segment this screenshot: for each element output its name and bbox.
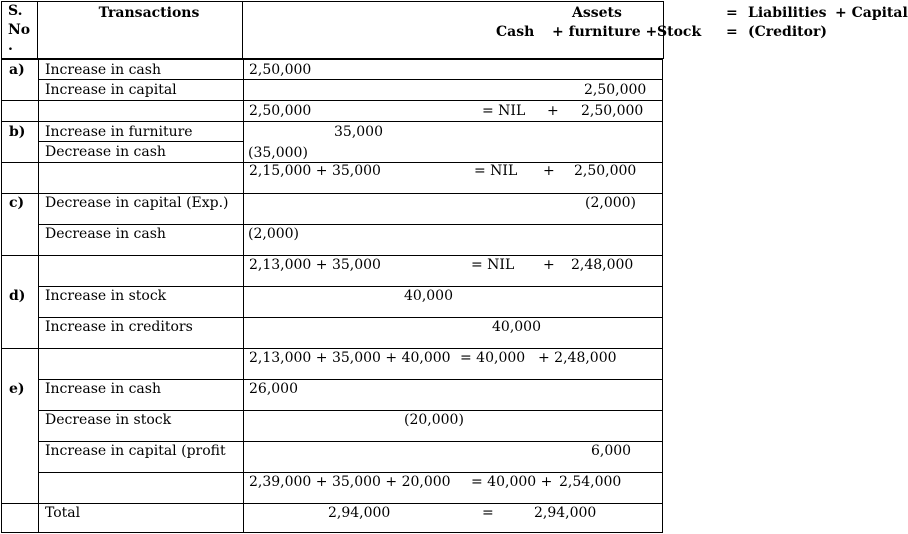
c3-assets-total: 2,13,000 + 35,000	[249, 257, 381, 273]
cash-header-label: Cash	[496, 24, 535, 40]
sno-header-line1: S.	[8, 3, 23, 19]
assets-header-label: Assets	[572, 5, 622, 21]
accounting-equation-table	[1, 1, 908, 59]
b2-assets-total: 2,15,000 + 35,000	[249, 163, 381, 179]
transaction-e2: Decrease in stock	[45, 412, 172, 428]
table-body	[1, 59, 663, 533]
e4-capital-total: 2,54,000	[559, 474, 622, 490]
transaction-e3: Increase in capital (profit	[45, 443, 226, 459]
transaction-c2: Decrease in cash	[45, 226, 166, 242]
transaction-b1: Increase in furniture	[45, 124, 193, 140]
entry-label-e: e)	[9, 381, 25, 397]
transaction-a2: Increase in capital	[45, 82, 177, 98]
transaction-a1: Increase in cash	[45, 62, 161, 78]
c2-cash-value: (2,000)	[248, 226, 300, 242]
e3-capital-value: 6,000	[591, 443, 632, 459]
total-equals-sign: =	[482, 505, 494, 521]
c3-capital-total: 2,48,000	[571, 257, 634, 273]
entry-label-c: c)	[9, 195, 25, 211]
transaction-d1: Increase in stock	[45, 288, 167, 304]
sno-header-line3: .	[8, 38, 13, 54]
furniture-header-label: + furniture +	[552, 24, 658, 40]
a3-liabilities-equals: = NIL	[482, 103, 526, 119]
transaction-e1: Increase in cash	[45, 381, 161, 397]
entry-label-a: a)	[9, 62, 25, 78]
e4-assets-total: 2,39,000 + 35,000 + 20,000	[249, 474, 451, 490]
capital-header-label: + Capital	[835, 5, 908, 21]
e4-liabilities-total: = 40,000 +	[471, 474, 553, 490]
a1-cash-value: 2,50,000	[249, 62, 312, 78]
sno-header-line2: No	[8, 22, 31, 38]
a3-assets-total: 2,50,000	[249, 103, 312, 119]
transaction-c1: Decrease in capital (Exp.)	[45, 195, 229, 211]
total-label: Total	[45, 505, 81, 521]
transaction-b2: Decrease in cash	[45, 144, 166, 160]
c1-capital-value: (2,000)	[585, 195, 637, 211]
transactions-header-label: Transactions	[98, 5, 200, 21]
a3-plus-sign: +	[547, 103, 559, 119]
d3-capital-total: + 2,48,000	[538, 350, 617, 366]
creditor-header-label: (Creditor)	[748, 24, 827, 40]
transaction-d2: Increase in creditors	[45, 319, 193, 335]
entry-label-b: b)	[9, 124, 26, 140]
total-assets-value: 2,94,000	[328, 505, 391, 521]
b2-liabilities-equals: = NIL	[474, 163, 518, 179]
stock-header-label: Stock	[657, 24, 702, 40]
b2-plus-sign: +	[543, 163, 555, 179]
d1-stock-value: 40,000	[404, 288, 453, 304]
c3-liabilities-equals: = NIL	[471, 257, 515, 273]
a2-capital-value: 2,50,000	[584, 82, 647, 98]
b1-furniture-value: 35,000	[334, 124, 383, 140]
equals-header-top: =	[726, 5, 738, 21]
sno-header	[2, 2, 38, 59]
liabilities-header-label: Liabilities	[748, 5, 827, 21]
a3-capital-total: 2,50,000	[581, 103, 644, 119]
b2-capital-total: 2,50,000	[574, 163, 637, 179]
d3-liabilities-total: = 40,000	[460, 350, 526, 366]
table-header-row	[2, 2, 664, 59]
e2-stock-value: (20,000)	[404, 412, 464, 428]
d2-creditors-value: 40,000	[492, 319, 541, 335]
entry-label-d: d)	[9, 288, 26, 304]
equation-header	[243, 2, 908, 59]
d3-assets-total: 2,13,000 + 35,000 + 40,000	[249, 350, 451, 366]
e1-cash-value: 26,000	[249, 381, 298, 397]
total-liabilities-capital-value: 2,94,000	[534, 505, 597, 521]
b2-cash-value: (35,000)	[248, 145, 308, 161]
transactions-header	[38, 2, 243, 59]
equals-header-bottom: =	[726, 24, 738, 40]
c3-plus-sign: +	[543, 257, 555, 273]
